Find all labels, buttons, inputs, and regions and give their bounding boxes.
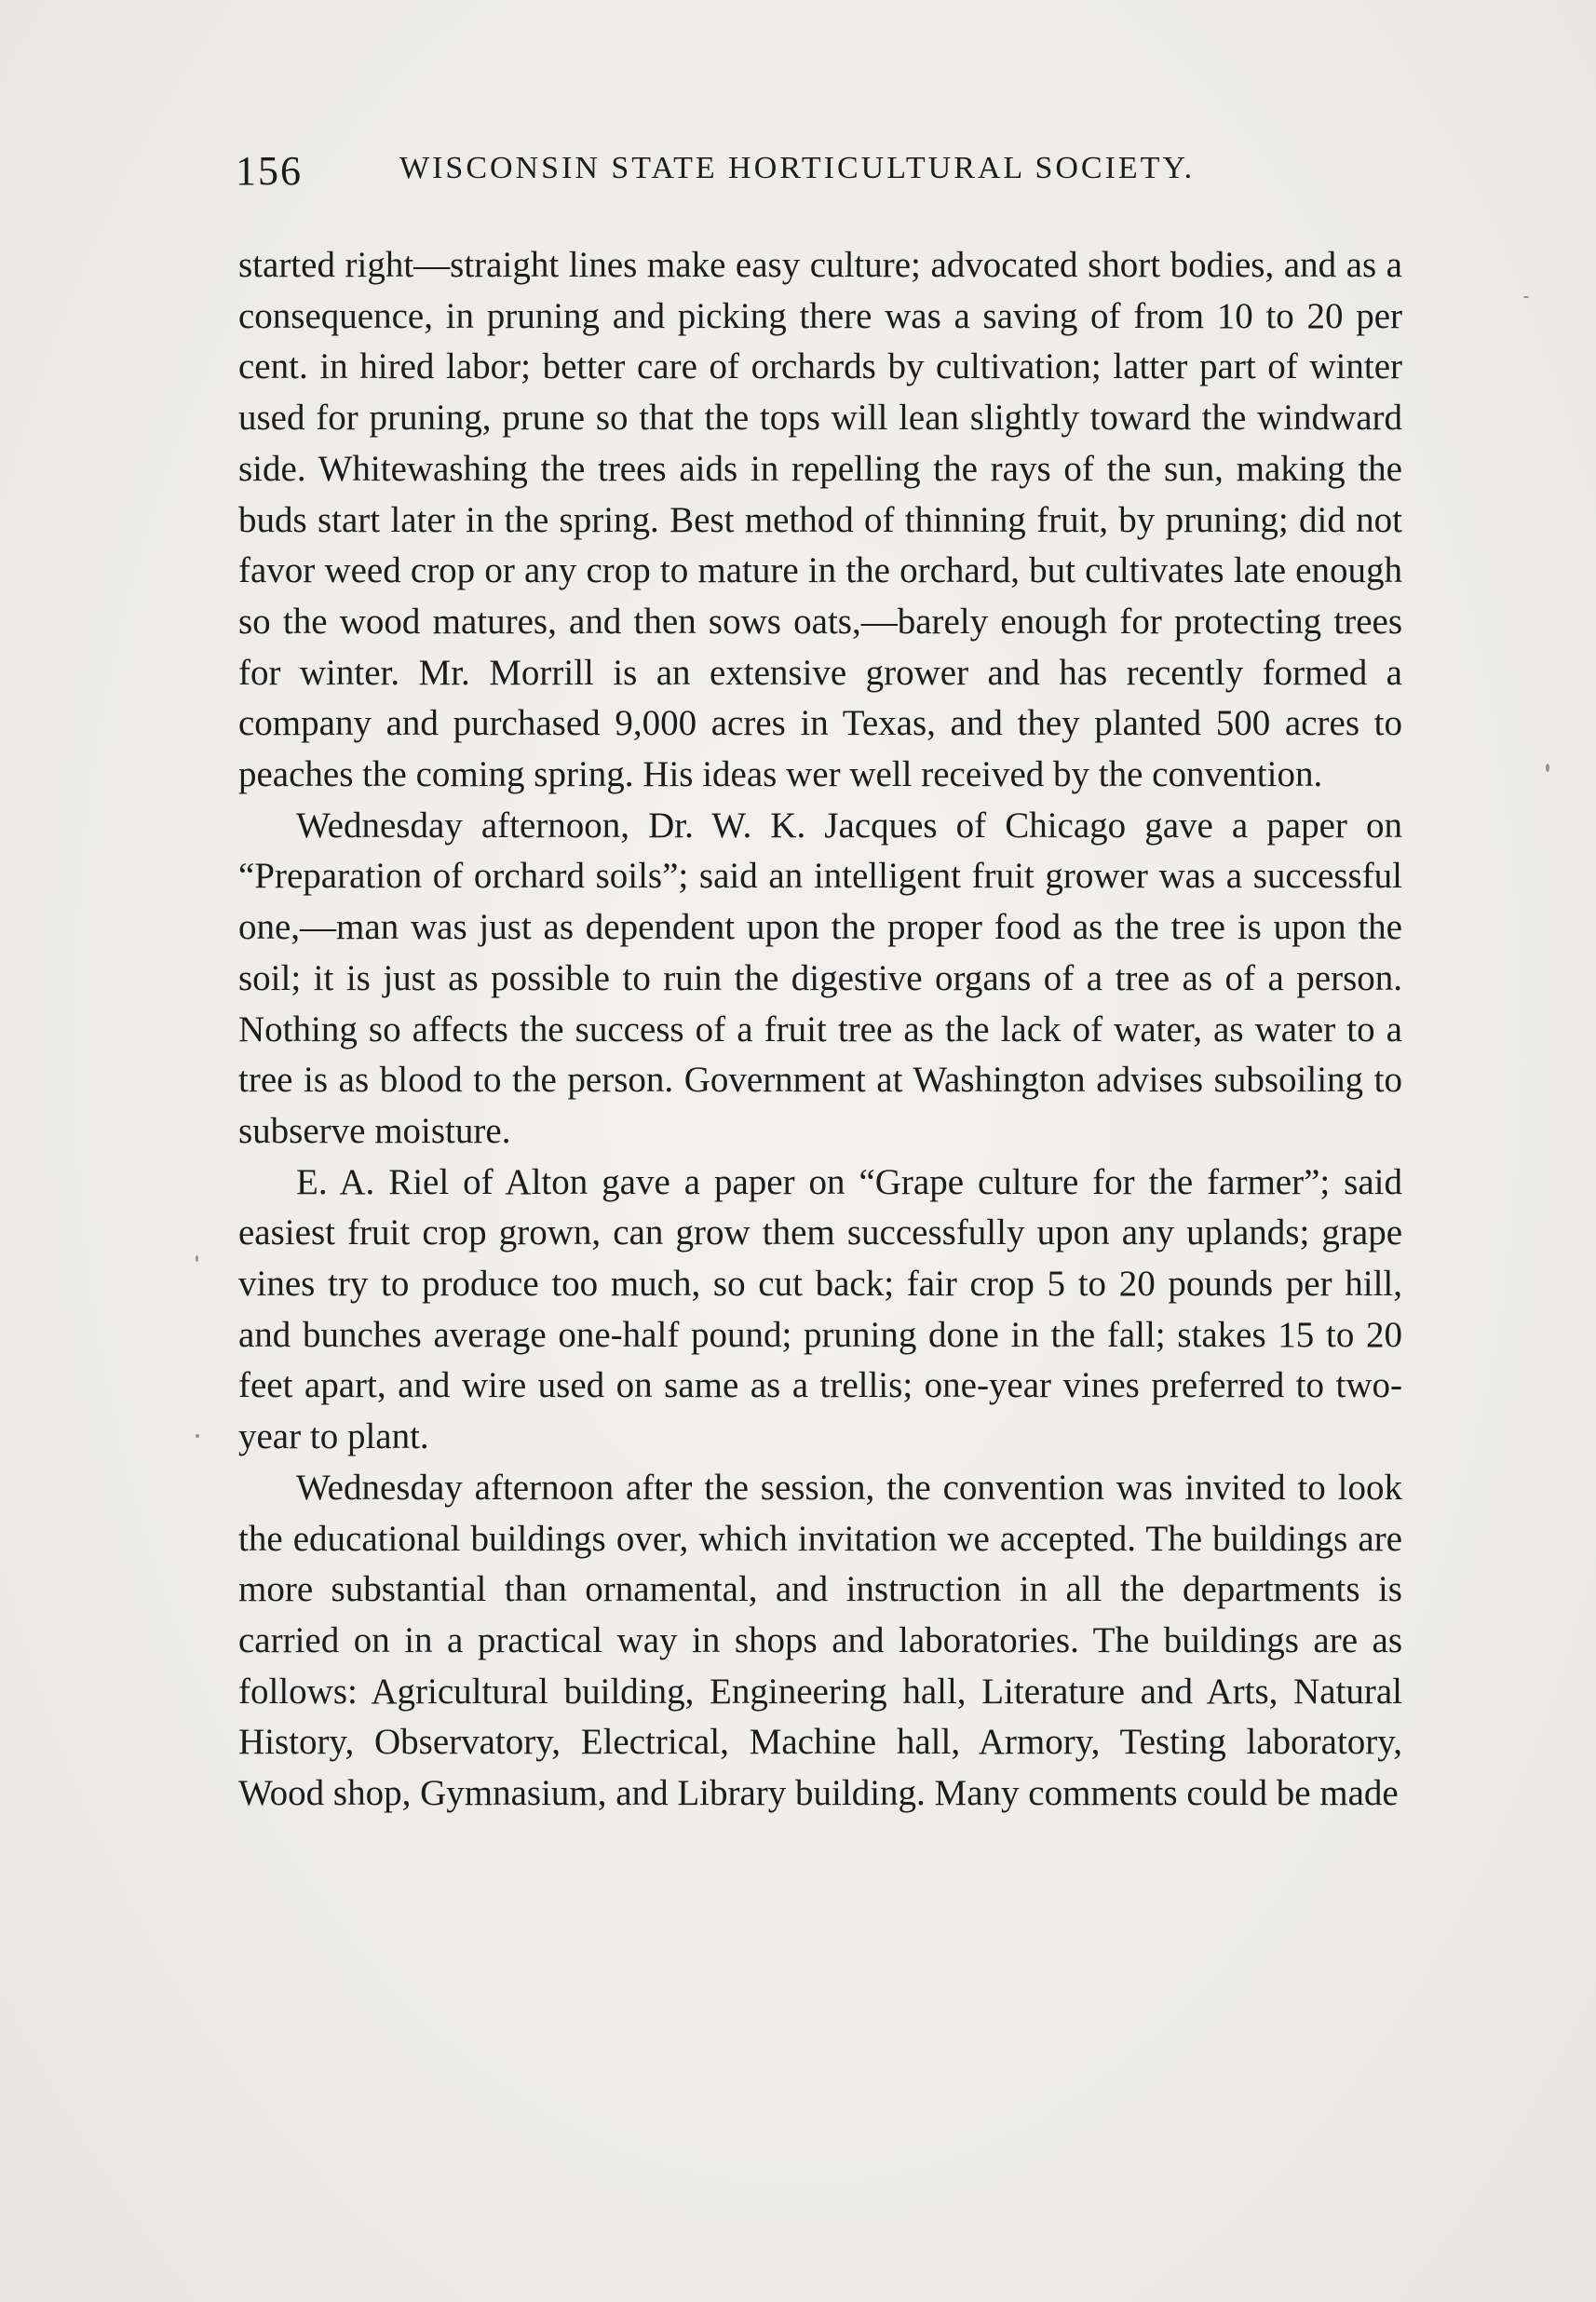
running-head bbox=[236, 147, 1278, 203]
scan-speck bbox=[196, 1255, 198, 1262]
paragraph-jacques: Wednesday afternoon, Dr. W. K. Jacques of Chicago gave a paper on “Preparation of orchard soils”; said an intelligent fruit grower was a successful one,—man was just as dependent upon the proper food as the tree is upon the soil; it is just as possible to ruin the digestive organs of a tree as of a person. Nothing so affects the success of a fruit tree as the lack of water, as water to a tree is as blood to the person. Government at Washington advises subsoiling to subserve moisture. bbox=[238, 805, 1402, 1151]
scan-speck bbox=[1546, 764, 1549, 772]
body-text bbox=[238, 240, 1402, 1820]
paragraph-morrill-continued: started right—straight lines make easy culture; advocated short bodies, and as a consequence, in pruning and picking there was a saving of from 10 to 20 per cent. in hired labor; better care of orchards by cultivation; latter part of winter used for pruning, prune so that the tops will lean slightly toward the windward side. Whitewashing the trees aids in repelling the rays of the sun, making the buds start later in the spring. Best method of thinning fruit, by pruning; did not favor weed crop or any crop to mature in the orchard, but cultivates late enough so the wood matures, and then sows oats,—barely enough for protecting trees for winter. Mr. Morrill is an extensive grower and has recently formed a company and purchased 9,000 acres in Texas, and they planted 500 acres to peaches the coming spring. His ideas wer well received by the convention. bbox=[238, 245, 1402, 795]
running-head-title: WISCONSIN STATE HORTICULTURAL SOCIETY. bbox=[399, 151, 1196, 185]
paragraph-buildings: Wednesday afternoon after the session, the convention was invited to look the educational buildings over, which invitation we accepted. The buildings are more substantial than ornamental, and instruction in all the departments is carried on in a practical way in shops and laboratories. The buildings are as follows: Agricultural building, Engineering hall, Literature and Arts, Natural History, Observatory, Electrical, Machine hall, Armory, Testing laboratory, Wood shop, Gymnasium, and Library building. Many comments could be made bbox=[238, 1467, 1402, 1814]
paragraph-riel: E. A. Riel of Alton gave a paper on “Grape culture for the farmer”; said easiest fruit crop grown, can grow them successfully upon any uplands; grape vines try to produce too much, so cut back; fair crop 5 to 20 pounds per hill, and bunches average one-half pound; pruning done in the fall; stakes 15 to 20 feet apart, and wire used on same as a trellis; one-year vines preferred to two-year to plant. bbox=[238, 1161, 1402, 1457]
scan-speck bbox=[1523, 296, 1529, 298]
page-number: 156 bbox=[236, 148, 303, 194]
scan-speck bbox=[196, 1434, 199, 1438]
